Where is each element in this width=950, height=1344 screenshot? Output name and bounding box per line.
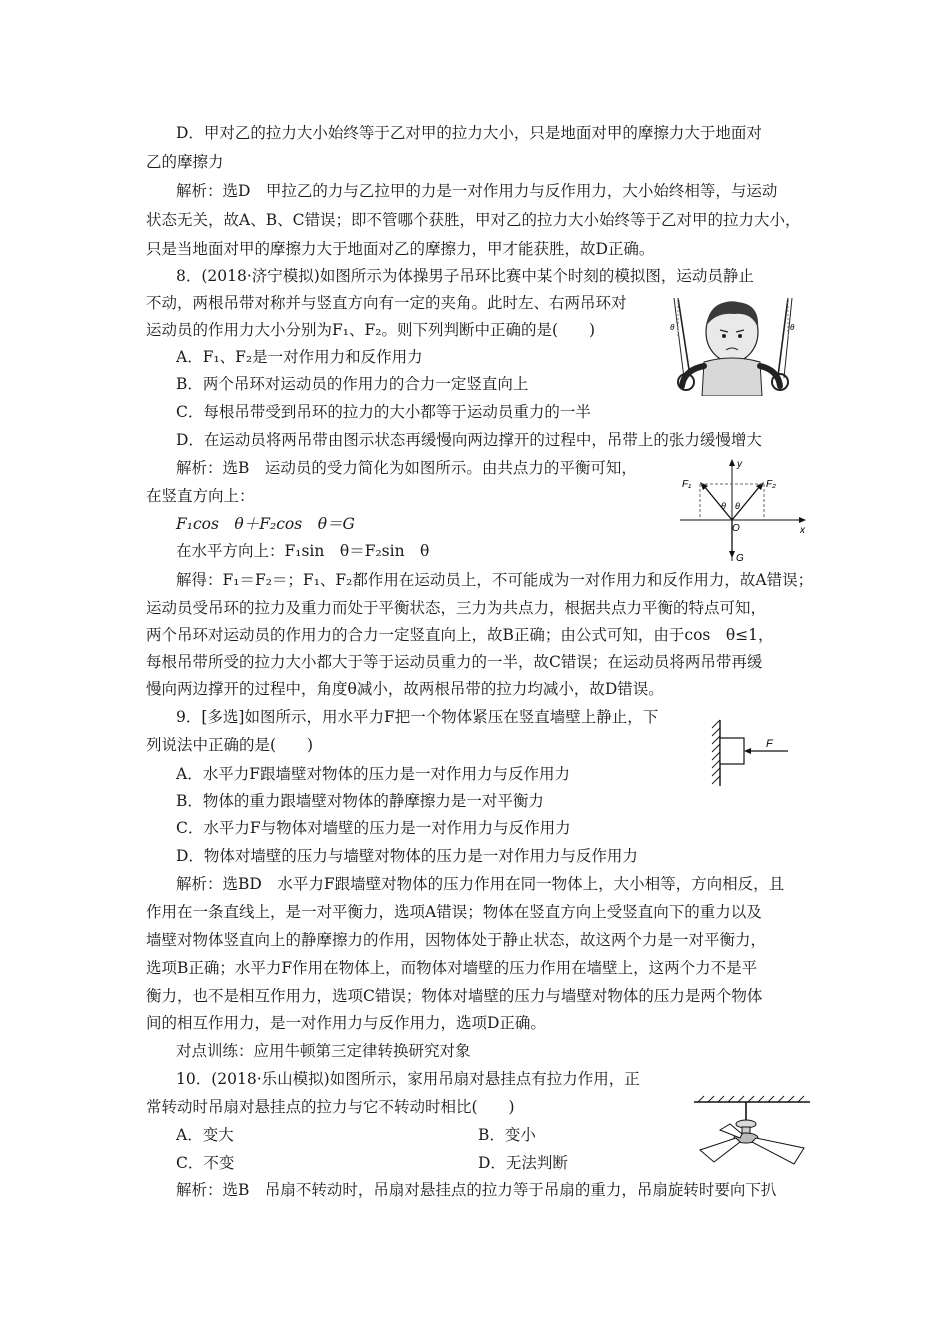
equation: 在水平方向上：F₁sin θ＝F₂sin θ — [176, 542, 430, 560]
text-line: 只是当地面对甲的摩擦力大于地面对乙的摩擦力，甲才能获胜，故D正确。 — [146, 240, 655, 258]
question-10-title: 10．(2018·乐山模拟)如图所示，家用吊扇对悬挂点有拉力作用，正 — [176, 1070, 640, 1088]
f1-label: F₁ — [682, 479, 692, 490]
option-c: C．每根吊带受到吊环的拉力的大小都等于运动员重力的一半 — [176, 403, 591, 421]
question-8-title: 8．(2018·济宁模拟)如图所示为体操男子吊环比赛中某个时刻的模拟图，运动员静止 — [176, 267, 754, 285]
option-b: B．两个吊环对运动员的作用力的合力一定竖直向上 — [176, 375, 529, 393]
text-line: 常转动时吊扇对悬挂点的拉力与它不转动时相比( ) — [146, 1098, 515, 1116]
text-line: 运动员受吊环的拉力及重力而处于平衡状态，三力为共点力，根据共点力平衡的特点可知， — [146, 599, 767, 617]
option-d: D．无法判断 — [478, 1154, 568, 1172]
option-d: D．在运动员将两吊带由图示状态再缓慢向两边撑开的过程中，吊带上的张力缓慢增大 — [176, 431, 762, 449]
ceiling-fan-figure — [690, 1094, 814, 1174]
force-f-label: F — [766, 738, 773, 750]
text-line: 间的相互作用力，是一对作用力与反作用力，选项D正确。 — [146, 1014, 546, 1032]
text-line: 解得：F₁＝F₂＝；F₁、F₂都作用在运动员上，不可能成为一对作用力和反作用力，故A错误； — [176, 571, 814, 589]
option-c: C．水平力F与物体对墙壁的压力是一对作用力与反作用力 — [176, 819, 571, 837]
text-line: D．甲对乙的拉力大小始终等于乙对甲的拉力大小，只是地面对甲的摩擦力大于地面对 — [176, 124, 762, 142]
g-label: G — [736, 553, 744, 563]
text-line: 衡力，也不是相互作用力，选项C错误；物体对墙壁的压力与墙壁对物体的压力是两个物体 — [146, 987, 763, 1005]
text-line: 每根吊带所受的拉力大小都大于等于运动员重力的一半，故C错误；在运动员将两吊带再缓 — [146, 653, 763, 671]
force-diagram-figure — [676, 455, 810, 563]
analysis-10: 解析：选B 吊扇不转动时，吊扇对悬挂点的拉力等于吊扇的重力，吊扇旋转时要向下扒 — [176, 1181, 777, 1199]
origin-label: O — [732, 523, 740, 534]
option-c: C．不变 — [176, 1154, 235, 1172]
theta-label: θ — [790, 323, 795, 332]
text-line: 状态无关，故A、B、C错误；即不管哪个获胜，甲对乙的拉力大小始终等于乙对甲的拉力大小， — [146, 211, 801, 229]
theta-label: θ — [735, 501, 740, 511]
text-line: 作用在一条直线上，是一对平衡力，选项A错误；物体在竖直方向上受竖直向下的重力以及 — [146, 903, 762, 921]
analysis-9: 解析：选BD 水平力F跟墙壁对物体的压力作用在同一物体上，大小相等，方向相反，且 — [176, 875, 785, 893]
option-a: A．水平力F跟墙壁对物体的压力是一对作用力与反作用力 — [176, 765, 570, 783]
question-9-title: 9．[多选]如图所示，用水平力F把一个物体紧压在竖直墙壁上静止，下 — [176, 708, 659, 726]
theta-label: θ — [721, 501, 726, 511]
equation: F₁cos θ＋F₂cos θ＝G — [176, 515, 355, 533]
text-line: 列说法中正确的是( ) — [146, 736, 314, 754]
x-axis-label: x — [800, 525, 805, 536]
option-b: B．变小 — [478, 1126, 536, 1144]
text-line: 在竖直方向上： — [146, 487, 255, 505]
wall-block-figure — [708, 718, 794, 788]
y-axis-label: y — [737, 459, 742, 470]
option-a: A．变大 — [176, 1126, 234, 1144]
section-heading: 对点训练：应用牛顿第三定律转换研究对象 — [176, 1042, 471, 1060]
option-a: A．F₁、F₂是一对作用力和反作用力 — [176, 348, 423, 366]
text-line: 解析：选D 甲拉乙的力与乙拉甲的力是一对作用力与反作用力，大小始终相等，与运动 — [176, 182, 778, 200]
text-line: 运动员的作用力大小分别为F₁、F₂。则下列判断中正确的是( ) — [146, 321, 596, 339]
text-line: 不动，两根吊带对称并与竖直方向有一定的夹角。此时左、右两吊环对 — [146, 294, 627, 312]
text-line: 选项B正确；水平力F作用在物体上，而物体对墙壁的压力作用在墙壁上，这两个力不是平 — [146, 959, 758, 977]
analysis-8: 解析：选B 运动员的受力简化为如图所示。由共点力的平衡可知， — [176, 459, 637, 477]
text-line: 慢向两边撑开的过程中，角度θ减小，故两根吊带的拉力均减小，故D错误。 — [146, 680, 664, 698]
option-b: B．物体的重力跟墙壁对物体的静摩擦力是一对平衡力 — [176, 792, 544, 810]
option-d: D．物体对墙壁的压力与墙壁对物体的压力是一对作用力与反作用力 — [176, 847, 638, 865]
text-line: 墙壁对物体竖直向上的静摩擦力的作用，因物体处于静止状态，故这两个力是一对平衡力， — [146, 931, 767, 949]
text-line: 乙的摩擦力 — [146, 153, 224, 171]
gymnast-rings-figure — [664, 296, 802, 396]
theta-label: θ — [670, 323, 675, 332]
f2-label: F₂ — [766, 479, 776, 490]
text-line: 两个吊环对运动员的作用力的合力一定竖直向上，故B正确；由公式可知，由于cos θ≤1， — [146, 626, 774, 644]
